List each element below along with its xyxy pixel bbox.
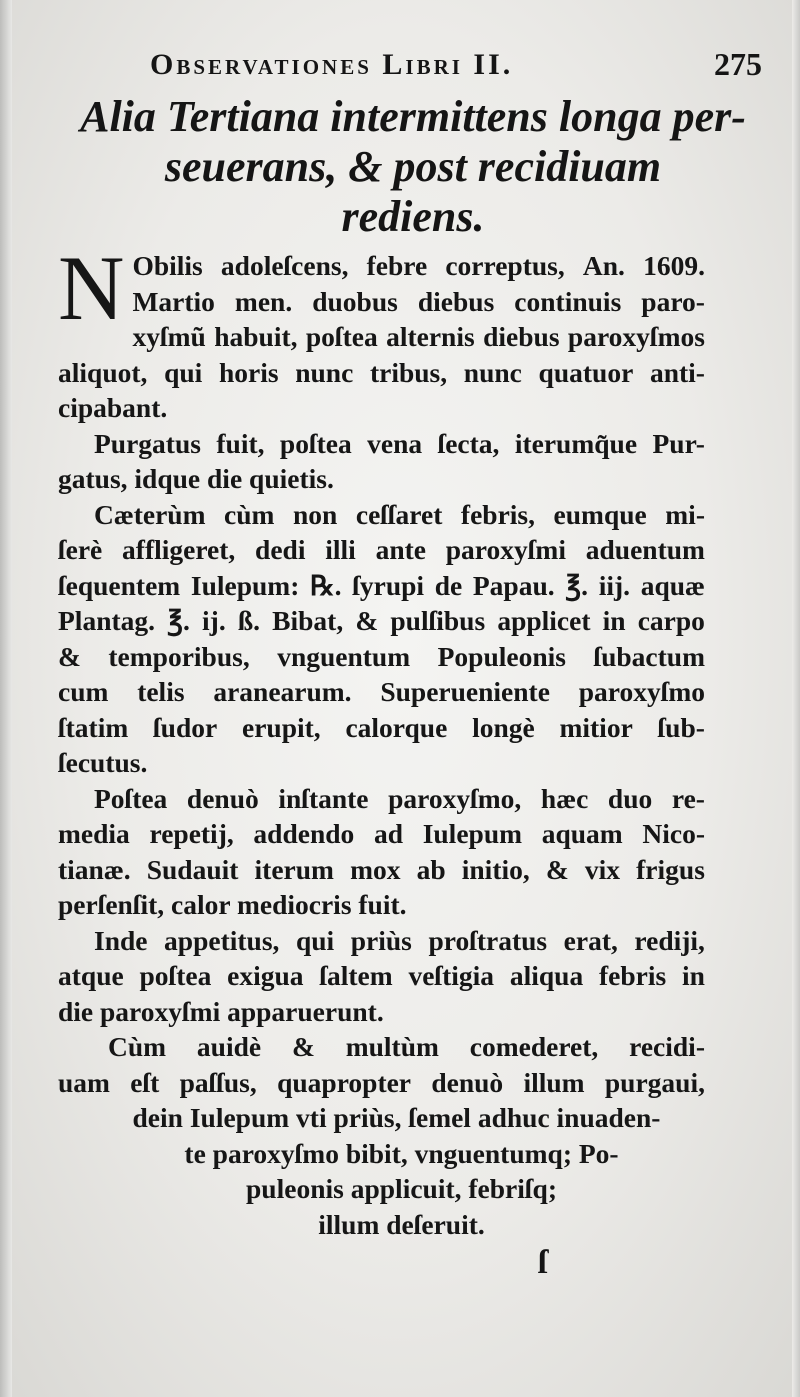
text-line: media repetij, addendo ad Iulepum aquam Nico- (58, 818, 705, 849)
text-line: uam eſt paſſus, quapropter denuò illum purgaui, (58, 1066, 705, 1098)
text-line: dein Iulepum vti priùs, ſemel adhuc inuaden- (132, 1102, 661, 1133)
text-line: Inde appetitus, qui priùs proſtratus erat, rediji, (94, 924, 705, 956)
text-line: gatus, idque die quietis. (58, 463, 334, 494)
text-line: ſecutus. (58, 747, 148, 778)
chapter-heading (60, 92, 766, 242)
drop-cap: N (58, 237, 125, 339)
page-edge-left (0, 0, 12, 1397)
text-line: Purgatus fuit, poſtea vena ſecta, iterumq̃ue Pur- (94, 427, 705, 459)
text-line: Cæterùm cùm non ceſſaret febris, eumque mi- (94, 498, 705, 530)
text-line: Martio men. duobus diebus continuis paro- (132, 285, 705, 317)
text-line: & temporibus, vnguentum Populeonis ſubactum (58, 640, 705, 672)
text-line: illum deſeruit. (318, 1208, 485, 1240)
text-line: xyſmũ habuit, poſtea alternis diebus paroxyſmos (132, 321, 705, 352)
text-line: Obilis adoleſcens, febre correptus, An. 1609. (132, 250, 705, 281)
heading-line: Alia Tertiana intermittens longa per- (80, 92, 746, 141)
text-line: puleonis applicuit, febriſq; (246, 1173, 557, 1204)
heading-line: seuerans, & post recidiuam (164, 142, 662, 191)
page-number: 275 (714, 46, 762, 82)
text-line: atque poſtea exigua ſaltem veſtigia aliqua febris in (58, 960, 705, 991)
text-line: die paroxyſmi apparuerunt. (58, 995, 384, 1027)
text-line: aliquot, qui horis nunc tribus, nunc quatuor anti- (58, 356, 705, 388)
text-line: Plantag. ℥. ij. ß. Bibat, & pulſibus applicet in carpo (58, 605, 705, 636)
text-line: cum telis aranearum. Superueniente paroxyſmo (58, 676, 705, 707)
page-edge-right (792, 0, 800, 1397)
running-head-title: Observationes Libri II. (150, 48, 514, 81)
catchword: ſ (538, 1244, 548, 1281)
running-head (60, 42, 766, 92)
text-line: ſequentem Iulepum: ℞. ſyrupi de Papau. ℥. iij. aquæ (58, 569, 705, 601)
body-text (58, 237, 705, 1242)
text-line: tianæ. Sudauit iterum mox ab initio, & vix frigus (58, 853, 705, 885)
text-line: te paroxyſmo bibit, vnguentumq; Po- (184, 1137, 619, 1169)
text-line: Cùm auidè & multùm comederet, recidi- (108, 1031, 705, 1062)
heading-line: rediens. (341, 192, 485, 241)
text-line: Poſtea denuò inſtante paroxyſmo, hæc duo re- (94, 782, 705, 814)
text-line: cipabant. (58, 392, 168, 423)
text-line: perſenſit, calor mediocris fuit. (58, 889, 407, 920)
text-line: ſerè affligeret, dedi illi ante paroxyſmi aduentum (58, 534, 705, 565)
text-line: ſtatim ſudor erupit, calorque longè mitior ſub- (58, 711, 705, 743)
